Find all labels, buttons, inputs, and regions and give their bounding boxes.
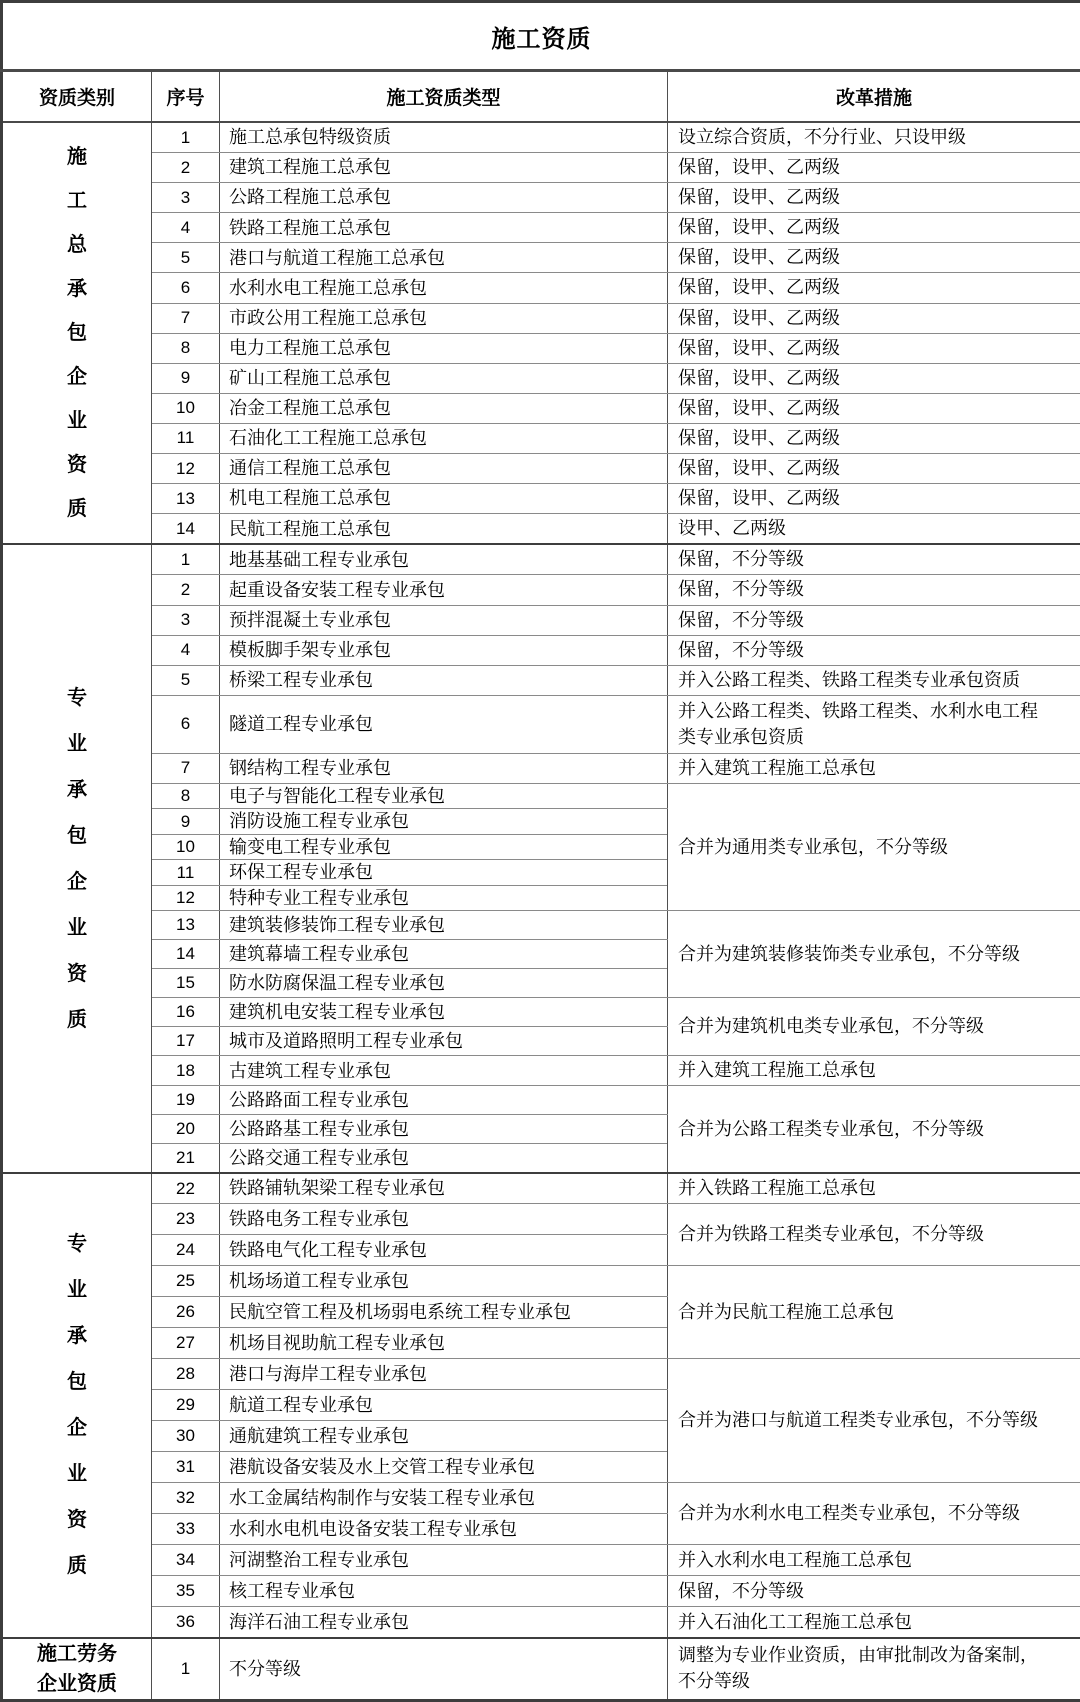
section-labor-services: [2, 1638, 1080, 1701]
serial-cell: 35: [152, 1576, 220, 1607]
type-cell: 建筑机电安装工程专业承包: [220, 998, 668, 1027]
type-cell: 水利水电工程施工总承包: [220, 273, 668, 303]
serial-cell: 23: [152, 1204, 220, 1235]
measure-cell: 保留，设甲、乙两级: [668, 243, 1080, 273]
serial-cell: 12: [152, 885, 220, 911]
table-row: [2, 122, 1080, 153]
table-row: [2, 303, 1080, 333]
type-cell: 模板脚手架专业承包: [220, 635, 668, 665]
measure-cell: 保留，不分等级: [668, 635, 1080, 665]
table-row: [2, 1638, 1080, 1701]
section-general-contracting: [2, 122, 1080, 544]
table-row: [2, 1173, 1080, 1204]
column-header-type: 施工资质类型: [220, 71, 668, 123]
category-cell: [2, 544, 152, 1173]
table-row: [2, 393, 1080, 423]
header-row: [2, 71, 1080, 123]
type-cell: 建筑幕墙工程专业承包: [220, 940, 668, 969]
category-cell: [2, 1638, 152, 1701]
type-cell: 铁路铺轨架梁工程专业承包: [220, 1173, 668, 1204]
measure-cell: 保留，设甲、乙两级: [668, 423, 1080, 453]
serial-cell: 13: [152, 911, 220, 940]
serial-cell: 9: [152, 363, 220, 393]
table-row: [2, 454, 1080, 484]
type-cell: 公路工程施工总承包: [220, 183, 668, 213]
serial-cell: 15: [152, 969, 220, 998]
serial-cell: 14: [152, 514, 220, 545]
table-row: [2, 911, 1080, 940]
type-cell: 核工程专业承包: [220, 1576, 668, 1607]
table-row: [2, 1545, 1080, 1576]
table-row: [2, 783, 1080, 809]
serial-cell: 36: [152, 1607, 220, 1638]
serial-cell: 2: [152, 153, 220, 183]
type-cell: 矿山工程施工总承包: [220, 363, 668, 393]
table-row: [2, 363, 1080, 393]
type-cell: 冶金工程施工总承包: [220, 393, 668, 423]
measure-cell-merged: 合并为水利水电工程类专业承包，不分等级: [668, 1483, 1080, 1545]
type-cell: 铁路电务工程专业承包: [220, 1204, 668, 1235]
measure-cell-merged: 合并为民航工程施工总承包: [668, 1266, 1080, 1359]
table-row: [2, 1359, 1080, 1390]
measure-cell: 并入铁路工程施工总承包: [668, 1173, 1080, 1204]
serial-cell: 11: [152, 423, 220, 453]
measure-cell: 保留，设甲、乙两级: [668, 393, 1080, 423]
measure-cell: 调整为专业作业资质，由审批制改为备案制，不分等级: [668, 1638, 1080, 1701]
serial-cell: 11: [152, 860, 220, 886]
serial-cell: 18: [152, 1056, 220, 1086]
serial-cell: 7: [152, 753, 220, 783]
serial-cell: 33: [152, 1514, 220, 1545]
table-row: [2, 544, 1080, 575]
serial-cell: 21: [152, 1144, 220, 1173]
serial-cell: 22: [152, 1173, 220, 1204]
type-cell: 施工总承包特级资质: [220, 122, 668, 153]
type-cell: 民航工程施工总承包: [220, 514, 668, 545]
type-cell: 公路路基工程专业承包: [220, 1115, 668, 1144]
type-cell: 机场场道工程专业承包: [220, 1266, 668, 1297]
table-row: [2, 183, 1080, 213]
serial-cell: 10: [152, 834, 220, 860]
measure-cell-merged: 合并为通用类专业承包，不分等级: [668, 783, 1080, 911]
measure-cell: 并入建筑工程施工总承包: [668, 1056, 1080, 1086]
category-cell: [2, 122, 152, 544]
type-cell: 消防设施工程专业承包: [220, 809, 668, 835]
measure-cell: 保留，不分等级: [668, 1576, 1080, 1607]
type-cell: 港航设备安装及水上交管工程专业承包: [220, 1452, 668, 1483]
type-cell: 航道工程专业承包: [220, 1390, 668, 1421]
serial-cell: 9: [152, 809, 220, 835]
measure-cell: 保留，设甲、乙两级: [668, 183, 1080, 213]
measure-cell: 并入水利水电工程施工总承包: [668, 1545, 1080, 1576]
table-row: [2, 514, 1080, 545]
serial-cell: 19: [152, 1086, 220, 1115]
serial-cell: 28: [152, 1359, 220, 1390]
serial-cell: 6: [152, 273, 220, 303]
serial-cell: 5: [152, 665, 220, 695]
category-vertical-label: 专业承包企业资质: [65, 1221, 89, 1589]
measure-cell: 保留，设甲、乙两级: [668, 484, 1080, 514]
serial-cell: 12: [152, 454, 220, 484]
type-cell: 民航空管工程及机场弱电系统工程专业承包: [220, 1297, 668, 1328]
type-cell: 电子与智能化工程专业承包: [220, 783, 668, 809]
type-cell: 通信工程施工总承包: [220, 454, 668, 484]
type-cell: 地基基础工程专业承包: [220, 544, 668, 575]
type-cell: 公路路面工程专业承包: [220, 1086, 668, 1115]
serial-cell: 6: [152, 695, 220, 753]
type-cell: 港口与海岸工程专业承包: [220, 1359, 668, 1390]
title-row: [2, 2, 1080, 71]
serial-cell: 4: [152, 635, 220, 665]
measure-cell: 保留，设甲、乙两级: [668, 333, 1080, 363]
table-row: [2, 1056, 1080, 1086]
type-cell: 建筑工程施工总承包: [220, 153, 668, 183]
table-row: [2, 153, 1080, 183]
type-cell: 输变电工程专业承包: [220, 834, 668, 860]
table-row: [2, 1086, 1080, 1115]
type-cell: 防水防腐保温工程专业承包: [220, 969, 668, 998]
serial-cell: 25: [152, 1266, 220, 1297]
table-row: [2, 575, 1080, 605]
measure-cell: 保留，不分等级: [668, 605, 1080, 635]
column-header-no: 序号: [152, 71, 220, 123]
serial-cell: 32: [152, 1483, 220, 1514]
serial-cell: 16: [152, 998, 220, 1027]
measure-cell: 并入石油化工工程施工总承包: [668, 1607, 1080, 1638]
table-row: [2, 635, 1080, 665]
serial-cell: 1: [152, 544, 220, 575]
type-cell: 港口与航道工程施工总承包: [220, 243, 668, 273]
section-specialty-contracting-2: [2, 1173, 1080, 1638]
type-cell: 隧道工程专业承包: [220, 695, 668, 753]
type-cell: 桥梁工程专业承包: [220, 665, 668, 695]
measure-cell: 保留，设甲、乙两级: [668, 273, 1080, 303]
measure-cell: 保留，设甲、乙两级: [668, 153, 1080, 183]
type-cell: 公路交通工程专业承包: [220, 1144, 668, 1173]
serial-cell: 3: [152, 183, 220, 213]
table-row: [2, 484, 1080, 514]
type-cell: 石油化工工程施工总承包: [220, 423, 668, 453]
measure-cell: 保留，设甲、乙两级: [668, 454, 1080, 484]
serial-cell: 2: [152, 575, 220, 605]
table-row: [2, 243, 1080, 273]
type-cell: 特种专业工程专业承包: [220, 885, 668, 911]
type-cell: 城市及道路照明工程专业承包: [220, 1027, 668, 1056]
table-row: [2, 665, 1080, 695]
measure-cell: 保留，设甲、乙两级: [668, 303, 1080, 333]
measure-cell: 保留，设甲、乙两级: [668, 213, 1080, 243]
type-cell: 预拌混凝土专业承包: [220, 605, 668, 635]
table-row: [2, 605, 1080, 635]
type-cell: 铁路电气化工程专业承包: [220, 1235, 668, 1266]
serial-cell: 4: [152, 213, 220, 243]
table-row: [2, 1266, 1080, 1297]
serial-cell: 1: [152, 122, 220, 153]
table-row: [2, 695, 1080, 753]
table-row: [2, 1483, 1080, 1514]
type-cell: 铁路工程施工总承包: [220, 213, 668, 243]
serial-cell: 5: [152, 243, 220, 273]
type-cell: 环保工程专业承包: [220, 860, 668, 886]
type-cell: 水工金属结构制作与安装工程专业承包: [220, 1483, 668, 1514]
serial-cell: 1: [152, 1638, 220, 1701]
serial-cell: 8: [152, 783, 220, 809]
measure-cell: 并入公路工程类、铁路工程类、水利水电工程类专业承包资质: [668, 695, 1080, 753]
category-vertical-label: 专业承包企业资质: [65, 675, 89, 1043]
serial-cell: 13: [152, 484, 220, 514]
serial-cell: 27: [152, 1328, 220, 1359]
serial-cell: 20: [152, 1115, 220, 1144]
measure-cell: 保留，不分等级: [668, 544, 1080, 575]
serial-cell: 34: [152, 1545, 220, 1576]
type-cell: 钢结构工程专业承包: [220, 753, 668, 783]
type-cell: 市政公用工程施工总承包: [220, 303, 668, 333]
serial-cell: 30: [152, 1421, 220, 1452]
table-row: [2, 1204, 1080, 1235]
type-cell: 机场目视助航工程专业承包: [220, 1328, 668, 1359]
serial-cell: 29: [152, 1390, 220, 1421]
table-row: [2, 273, 1080, 303]
type-cell: 海洋石油工程专业承包: [220, 1607, 668, 1638]
measure-cell-merged: 合并为公路工程类专业承包，不分等级: [668, 1086, 1080, 1173]
measure-cell: 设立综合资质，不分行业、只设甲级: [668, 122, 1080, 153]
category-vertical-label: 施工总承包企业资质: [65, 135, 89, 531]
serial-cell: 8: [152, 333, 220, 363]
type-cell: 建筑装修装饰工程专业承包: [220, 911, 668, 940]
type-cell: 古建筑工程专业承包: [220, 1056, 668, 1086]
measure-cell: 保留，不分等级: [668, 575, 1080, 605]
type-cell: 不分等级: [220, 1638, 668, 1701]
serial-cell: 7: [152, 303, 220, 333]
serial-cell: 14: [152, 940, 220, 969]
type-cell: 通航建筑工程专业承包: [220, 1421, 668, 1452]
type-cell: 机电工程施工总承包: [220, 484, 668, 514]
table-row: [2, 1576, 1080, 1607]
serial-cell: 24: [152, 1235, 220, 1266]
table-row: [2, 1607, 1080, 1638]
page-title: 施工资质: [2, 2, 1080, 71]
type-cell: 水利水电机电设备安装工程专业承包: [220, 1514, 668, 1545]
category-label: 施工劳务企业资质: [34, 1639, 120, 1699]
category-cell: [2, 1173, 152, 1638]
serial-cell: 17: [152, 1027, 220, 1056]
measure-cell: 并入建筑工程施工总承包: [668, 753, 1080, 783]
serial-cell: 3: [152, 605, 220, 635]
type-cell: 电力工程施工总承包: [220, 333, 668, 363]
table-row: [2, 423, 1080, 453]
section-specialty-contracting-1: [2, 544, 1080, 1173]
measure-cell-merged: 合并为港口与航道工程类专业承包，不分等级: [668, 1359, 1080, 1483]
type-cell: 起重设备安装工程专业承包: [220, 575, 668, 605]
measure-cell-merged: 合并为铁路工程类专业承包，不分等级: [668, 1204, 1080, 1266]
serial-cell: 26: [152, 1297, 220, 1328]
measure-cell-merged: 合并为建筑装修装饰类专业承包，不分等级: [668, 911, 1080, 998]
measure-cell: 并入公路工程类、铁路工程类专业承包资质: [668, 665, 1080, 695]
table-row: [2, 998, 1080, 1027]
table-row: [2, 333, 1080, 363]
column-header-category: 资质类别: [2, 71, 152, 123]
measure-cell: 设甲、乙两级: [668, 514, 1080, 545]
table-row: [2, 213, 1080, 243]
serial-cell: 10: [152, 393, 220, 423]
table-row: [2, 753, 1080, 783]
measure-cell-merged: 合并为建筑机电类专业承包，不分等级: [668, 998, 1080, 1056]
column-header-measure: 改革措施: [668, 71, 1080, 123]
measure-cell: 保留，设甲、乙两级: [668, 363, 1080, 393]
type-cell: 河湖整治工程专业承包: [220, 1545, 668, 1576]
serial-cell: 31: [152, 1452, 220, 1483]
